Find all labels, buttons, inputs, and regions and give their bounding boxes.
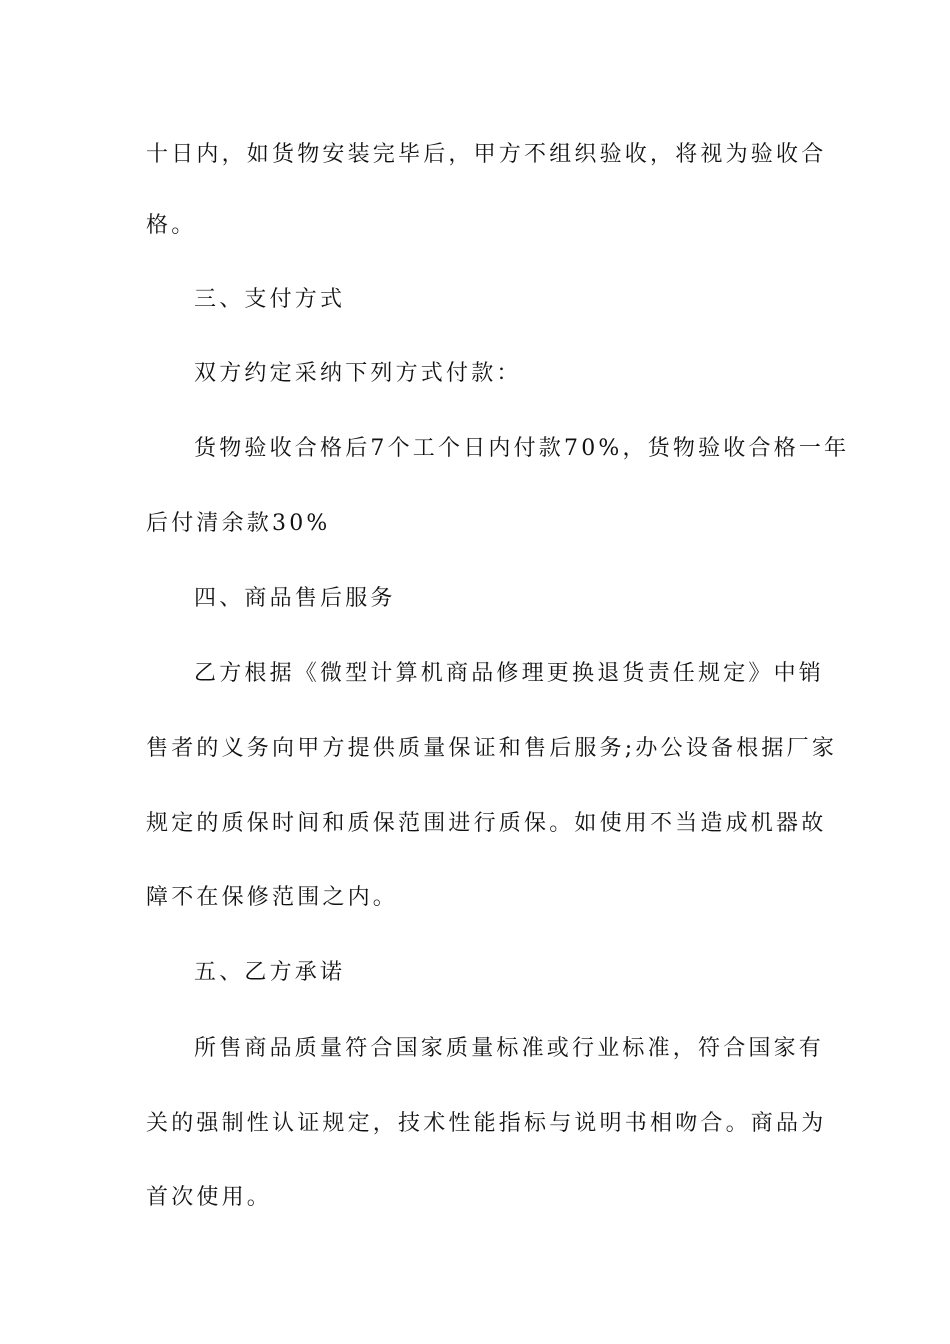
paragraph-line: 所售商品质量符合国家质量标准或行业标准，符合国家有 (194, 1036, 825, 1061)
paragraph-line: 关的强制性认证规定，技术性能指标与说明书相吻合。商品为 (146, 1111, 827, 1136)
paragraph-line: 后付清余款30% (146, 511, 331, 536)
paragraph-line: 首次使用。 (146, 1185, 273, 1210)
paragraph-line: 十日内，如货物安装完毕后，甲方不组织验收，将视为验收合 (146, 142, 827, 167)
paragraph-line: 障不在保修范围之内。 (146, 885, 399, 910)
paragraph-line: 乙方根据《微型计算机商品修理更换退货责任规定》中销 (194, 661, 825, 686)
section-heading-after-sales: 四、商品售后服务 (194, 586, 396, 611)
paragraph-line: 售者的义务向甲方提供质量保证和售后服务;办公设备根据厂家 (146, 736, 838, 761)
section-heading-payment: 三、支付方式 (194, 287, 346, 312)
paragraph-line: 规定的质保时间和质保范围进行质保。如使用不当造成机器故 (146, 811, 827, 836)
paragraph-line: 双方约定采纳下列方式付款： (194, 361, 522, 386)
paragraph-line: 格。 (146, 213, 197, 238)
paragraph-line: 货物验收合格后7个工个日内付款70%，货物验收合格一年 (194, 436, 850, 461)
section-heading-commitment: 五、乙方承诺 (194, 960, 346, 985)
